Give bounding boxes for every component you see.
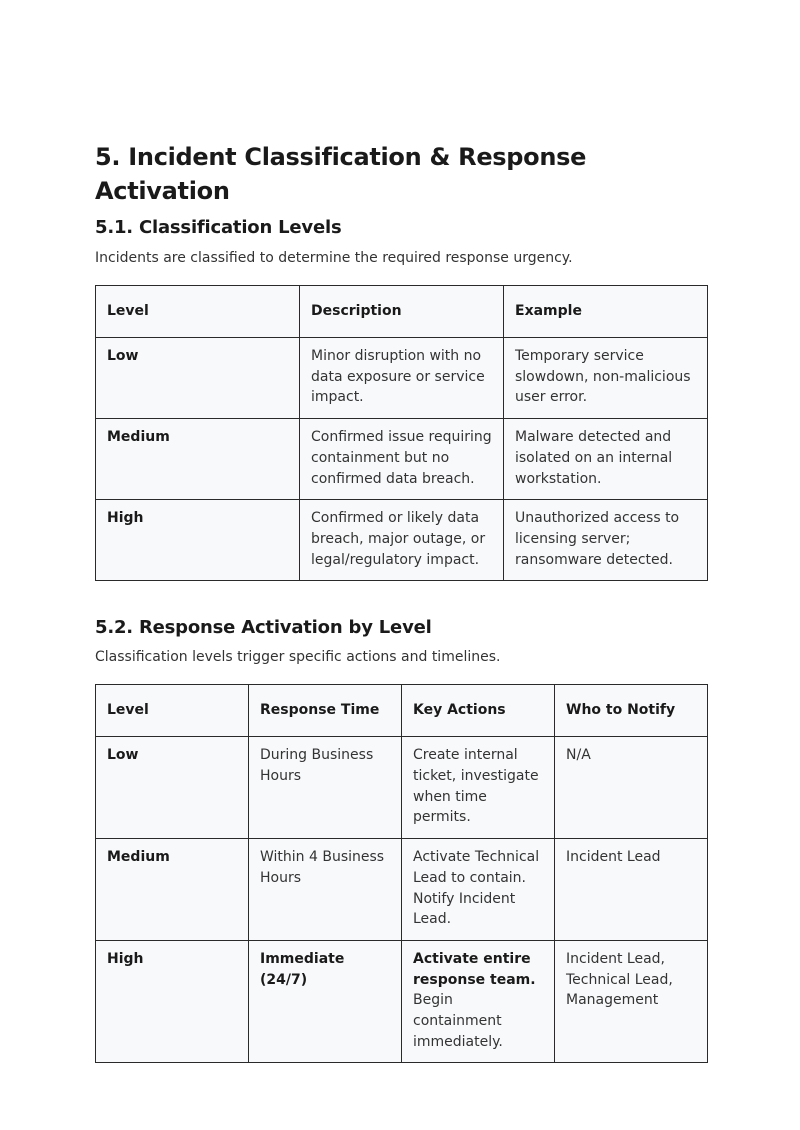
table-row — [96, 338, 708, 419]
notify-cell: N/A — [555, 737, 708, 839]
table-row — [96, 737, 708, 839]
section-spacer — [95, 581, 707, 615]
notify-cell: Incident Lead, Technical Lead, Management — [555, 940, 708, 1063]
response-activation-table — [95, 684, 708, 1063]
classification-intro: Incidents are classified to determine the required response urgency. — [95, 250, 573, 266]
response-time-cell: Within 4 Business Hours — [249, 839, 402, 941]
notify-cell: Incident Lead — [555, 839, 708, 941]
description-cell: Confirmed or likely data breach, major outage, or legal/regulatory impact. — [300, 500, 504, 581]
table-row — [96, 940, 708, 1063]
response-activation-heading: 5.2. Response Activation by Level — [95, 617, 432, 639]
key-actions-cell: Create internal ticket, investigate when time permits. — [402, 737, 555, 839]
column-header-example: Example — [504, 286, 708, 338]
level-cell: High — [96, 940, 249, 1063]
document-page — [95, 140, 707, 1063]
key-actions-emphasis: Activate entire response team. — [413, 950, 536, 988]
table-row — [96, 500, 708, 581]
classification-table — [95, 285, 708, 581]
column-header-key-actions: Key Actions — [402, 685, 555, 737]
response-time-cell: Immediate (24/7) — [249, 940, 402, 1063]
column-header-who-to-notify: Who to Notify — [555, 685, 708, 737]
table-row — [96, 419, 708, 500]
example-cell: Malware detected and isolated on an internal workstation. — [504, 419, 708, 500]
level-cell: High — [96, 500, 300, 581]
key-actions-text: Begin containment immediately. — [413, 992, 503, 1050]
classification-levels-heading: 5.1. Classification Levels — [95, 217, 342, 238]
column-header-level: Level — [96, 286, 300, 338]
column-header-description: Description — [300, 286, 504, 338]
table-header-row — [96, 286, 708, 338]
level-cell: Low — [96, 338, 300, 419]
example-cell: Unauthorized access to licensing server; ransomware detected. — [504, 500, 708, 581]
activation-intro: Classification levels trigger specific actions and timelines. — [95, 649, 501, 666]
column-header-response-time: Response Time — [249, 685, 402, 737]
section-title: 5. Incident Classification & Response Activation — [95, 143, 587, 205]
response-time-cell: During Business Hours — [249, 737, 402, 839]
table-header-row — [96, 685, 708, 737]
level-cell: Low — [96, 737, 249, 839]
key-actions-cell: Activate Technical Lead to contain. Notify Incident Lead. — [402, 839, 555, 941]
level-cell: Medium — [96, 419, 300, 500]
description-cell: Confirmed issue requiring containment but no confirmed data breach. — [300, 419, 504, 500]
description-cell: Minor disruption with no data exposure or service impact. — [300, 338, 504, 419]
example-cell: Temporary service slowdown, non-malicious user error. — [504, 338, 708, 419]
column-header-level: Level — [96, 685, 249, 737]
level-cell: Medium — [96, 839, 249, 941]
key-actions-cell — [402, 940, 555, 1063]
table-row — [96, 839, 708, 941]
